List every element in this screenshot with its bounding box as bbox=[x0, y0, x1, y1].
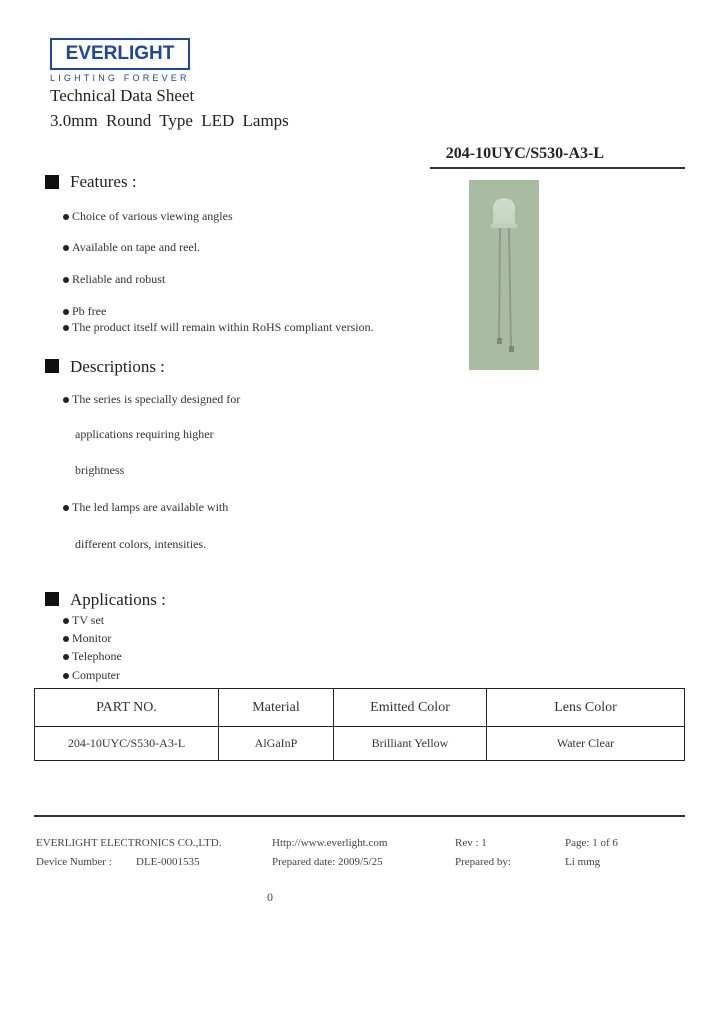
title-divider bbox=[430, 167, 685, 169]
everlight-logo bbox=[50, 38, 190, 70]
column-header: Emitted Color bbox=[334, 689, 487, 727]
device-number-label: Device Number : bbox=[36, 856, 112, 868]
bullet-dot-icon bbox=[63, 277, 69, 283]
applications-heading: Applications : bbox=[70, 590, 166, 609]
table-header-row bbox=[35, 689, 685, 727]
table-row bbox=[35, 727, 685, 761]
feature-text: Reliable and robust bbox=[72, 272, 166, 286]
bullet-dot-icon bbox=[63, 636, 69, 642]
logo-tagline: LIGHTING FOREVER bbox=[50, 73, 190, 83]
description-text: The series is specially designed for bbox=[72, 392, 241, 406]
table-cell: Brilliant Yellow bbox=[334, 727, 487, 761]
feature-item bbox=[63, 209, 233, 224]
feature-item bbox=[63, 304, 106, 319]
description-line bbox=[63, 392, 240, 407]
prepared-by-label: Prepared by: bbox=[455, 856, 511, 868]
led-lamp-illustration bbox=[469, 180, 539, 370]
feature-text: Available on tape and reel. bbox=[72, 240, 201, 254]
application-text: Telephone bbox=[72, 649, 122, 663]
application-text: TV set bbox=[72, 613, 105, 627]
table-cell: 204-10UYC/S530-A3-L bbox=[35, 727, 219, 761]
column-header: Lens Color bbox=[487, 689, 685, 727]
feature-item bbox=[63, 272, 165, 287]
bullet-dot-icon bbox=[63, 245, 69, 251]
bullet-dot-icon bbox=[63, 673, 69, 679]
prepared-date: Prepared date: 2009/5/25 bbox=[272, 856, 383, 868]
table-cell: Water Clear bbox=[487, 727, 685, 761]
website-link[interactable]: Http://www.everlight.com bbox=[272, 837, 388, 849]
description-line: different colors, intensities. bbox=[75, 537, 207, 551]
bullet-dot-icon bbox=[63, 618, 69, 624]
features-heading: Features : bbox=[70, 172, 137, 191]
application-item bbox=[63, 613, 104, 628]
section-bullet-icon bbox=[45, 175, 59, 189]
bullet-dot-icon bbox=[63, 505, 69, 511]
bullet-dot-icon bbox=[63, 214, 69, 220]
page-index: 0 bbox=[267, 890, 273, 904]
feature-text: Choice of various viewing angles bbox=[72, 209, 233, 223]
descriptions-heading: Descriptions : bbox=[70, 357, 165, 376]
device-number: DLE-0001535 bbox=[136, 856, 200, 868]
section-bullet-icon bbox=[45, 359, 59, 373]
application-item bbox=[63, 631, 111, 646]
page-count: Page: 1 of 6 bbox=[565, 837, 618, 849]
part-number-title: 204-10UYC/S530-A3-L bbox=[445, 145, 604, 162]
logo-text: EVERLIGHT bbox=[65, 43, 175, 64]
feature-item bbox=[63, 320, 374, 335]
section-bullet-icon bbox=[45, 592, 59, 606]
column-header: Material bbox=[219, 689, 334, 727]
company-name: EVERLIGHT ELECTRONICS CO.,LTD. bbox=[36, 837, 222, 849]
feature-text: Pb free bbox=[72, 304, 107, 318]
application-text: Monitor bbox=[72, 631, 112, 645]
bullet-dot-icon bbox=[63, 325, 69, 331]
description-text: The led lamps are available with bbox=[72, 500, 229, 514]
prepared-by: Li mmg bbox=[565, 856, 601, 868]
application-item bbox=[63, 649, 122, 664]
description-line: applications requiring higher bbox=[75, 427, 214, 441]
part-info-table bbox=[34, 688, 685, 761]
footer-divider bbox=[34, 815, 685, 817]
led-lamp-photo bbox=[469, 180, 539, 370]
doc-title: Technical Data Sheet bbox=[50, 86, 195, 105]
bullet-dot-icon bbox=[63, 397, 69, 403]
application-text: Computer bbox=[72, 668, 120, 682]
column-header: PART NO. bbox=[35, 689, 219, 727]
bullet-dot-icon bbox=[63, 654, 69, 660]
table-cell: AlGaInP bbox=[219, 727, 334, 761]
application-item bbox=[63, 668, 120, 683]
description-line bbox=[63, 500, 228, 515]
description-line: brightness bbox=[75, 463, 125, 477]
product-line: 3.0mm Round Type LED Lamps bbox=[50, 111, 289, 130]
revision: Rev : 1 bbox=[455, 837, 487, 849]
bullet-dot-icon bbox=[63, 309, 69, 315]
feature-item bbox=[63, 240, 200, 255]
feature-text: The product itself will remain within RoHS compliant version. bbox=[72, 320, 374, 334]
